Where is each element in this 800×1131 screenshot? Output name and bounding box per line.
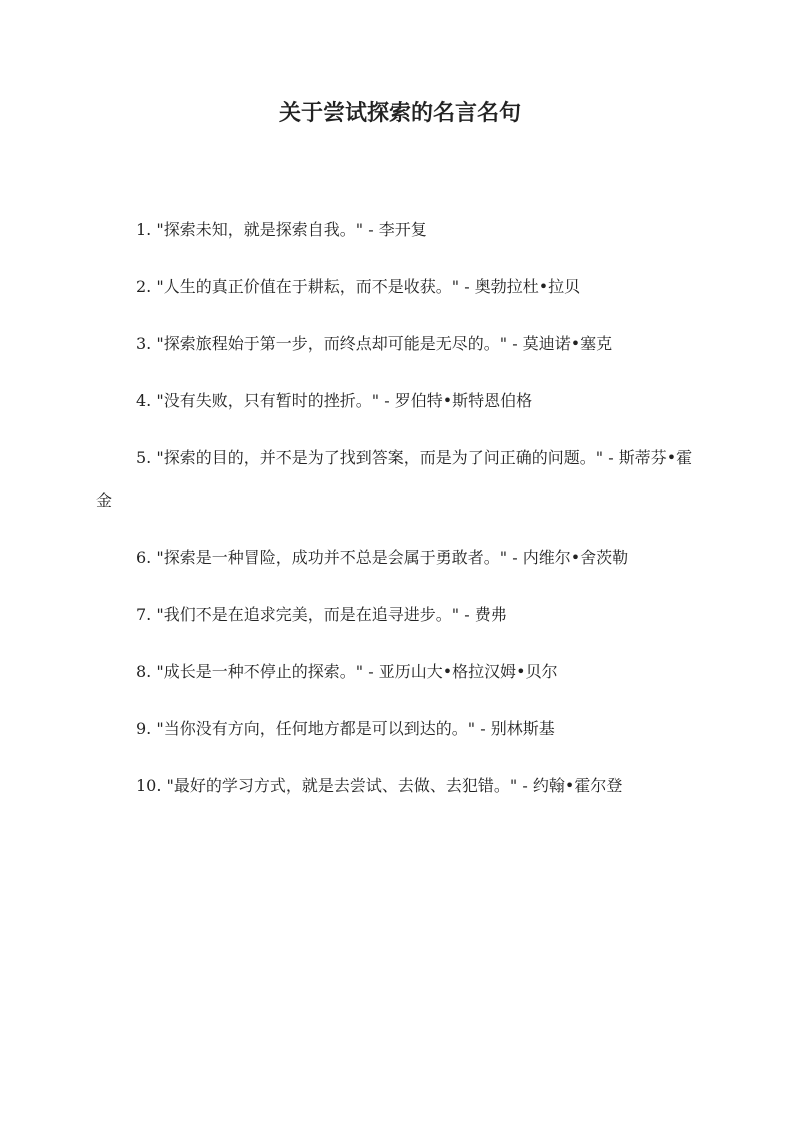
- quote-author: 罗伯特•斯特恩伯格: [394, 391, 533, 410]
- quote-text: "探索是一种冒险，成功并不总是会属于勇敢者。": [156, 548, 508, 567]
- quote-author: 内维尔•舍茨勒: [522, 548, 629, 567]
- list-item: [96, 593, 700, 636]
- list-item: [96, 707, 700, 750]
- quote-text: "没有失败，只有暂时的挫折。": [156, 391, 380, 410]
- list-item: [96, 265, 700, 308]
- quote-author: 费弗: [474, 605, 507, 624]
- list-item: [96, 436, 700, 522]
- quote-separator: -: [512, 548, 518, 567]
- quote-author: 约翰•霍尔登: [532, 776, 623, 795]
- quote-text: "探索的目的，并不是为了找到答案，而是为了问正确的问题。": [156, 448, 604, 467]
- quote-author: 奥勃拉杜•拉贝: [474, 277, 581, 296]
- quote-separator: -: [464, 605, 470, 624]
- quote-separator: -: [480, 719, 486, 738]
- quote-number: 5.: [136, 448, 152, 467]
- quote-number: 4.: [136, 391, 152, 410]
- quote-number: 3.: [136, 334, 152, 353]
- quote-author: 别林斯基: [490, 719, 555, 738]
- page-title: 关于尝试探索的名言名句: [278, 100, 521, 126]
- quote-separator: -: [464, 277, 470, 296]
- quote-separator: -: [608, 448, 614, 467]
- quote-number: 1.: [136, 220, 152, 239]
- quote-separator: -: [368, 220, 374, 239]
- list-item: [96, 764, 700, 807]
- quote-separator: -: [522, 776, 528, 795]
- quote-separator: -: [512, 334, 518, 353]
- quote-text: "最好的学习方式，就是去尝试、去做、去犯错。": [166, 776, 518, 795]
- quote-author: 斯蒂芬•霍金: [96, 448, 693, 510]
- list-item: [96, 322, 700, 365]
- quote-text: "探索旅程始于第一步，而终点却可能是无尽的。": [156, 334, 508, 353]
- quote-number: 6.: [136, 548, 152, 567]
- list-item: [96, 650, 700, 693]
- quote-number: 2.: [136, 277, 152, 296]
- list-item: [96, 208, 700, 251]
- quote-text: "探索未知，就是探索自我。": [156, 220, 364, 239]
- quote-number: 9.: [136, 719, 152, 738]
- quote-text: "当你没有方向，任何地方都是可以到达的。": [156, 719, 476, 738]
- quote-text: "成长是一种不停止的探索。": [156, 662, 364, 681]
- list-item: [96, 379, 700, 422]
- quote-list: [96, 208, 700, 821]
- quote-author: 莫迪诺•塞克: [522, 334, 613, 353]
- list-item: [96, 536, 700, 579]
- quote-author: 李开复: [378, 220, 427, 239]
- quote-number: 10.: [136, 776, 162, 795]
- quote-number: 7.: [136, 605, 152, 624]
- quote-separator: -: [368, 662, 374, 681]
- quote-text: "人生的真正价值在于耕耘，而不是收获。": [156, 277, 460, 296]
- quote-number: 8.: [136, 662, 152, 681]
- quote-separator: -: [384, 391, 390, 410]
- quote-text: "我们不是在追求完美，而是在追寻进步。": [156, 605, 460, 624]
- quote-author: 亚历山大•格拉汉姆•贝尔: [378, 662, 558, 681]
